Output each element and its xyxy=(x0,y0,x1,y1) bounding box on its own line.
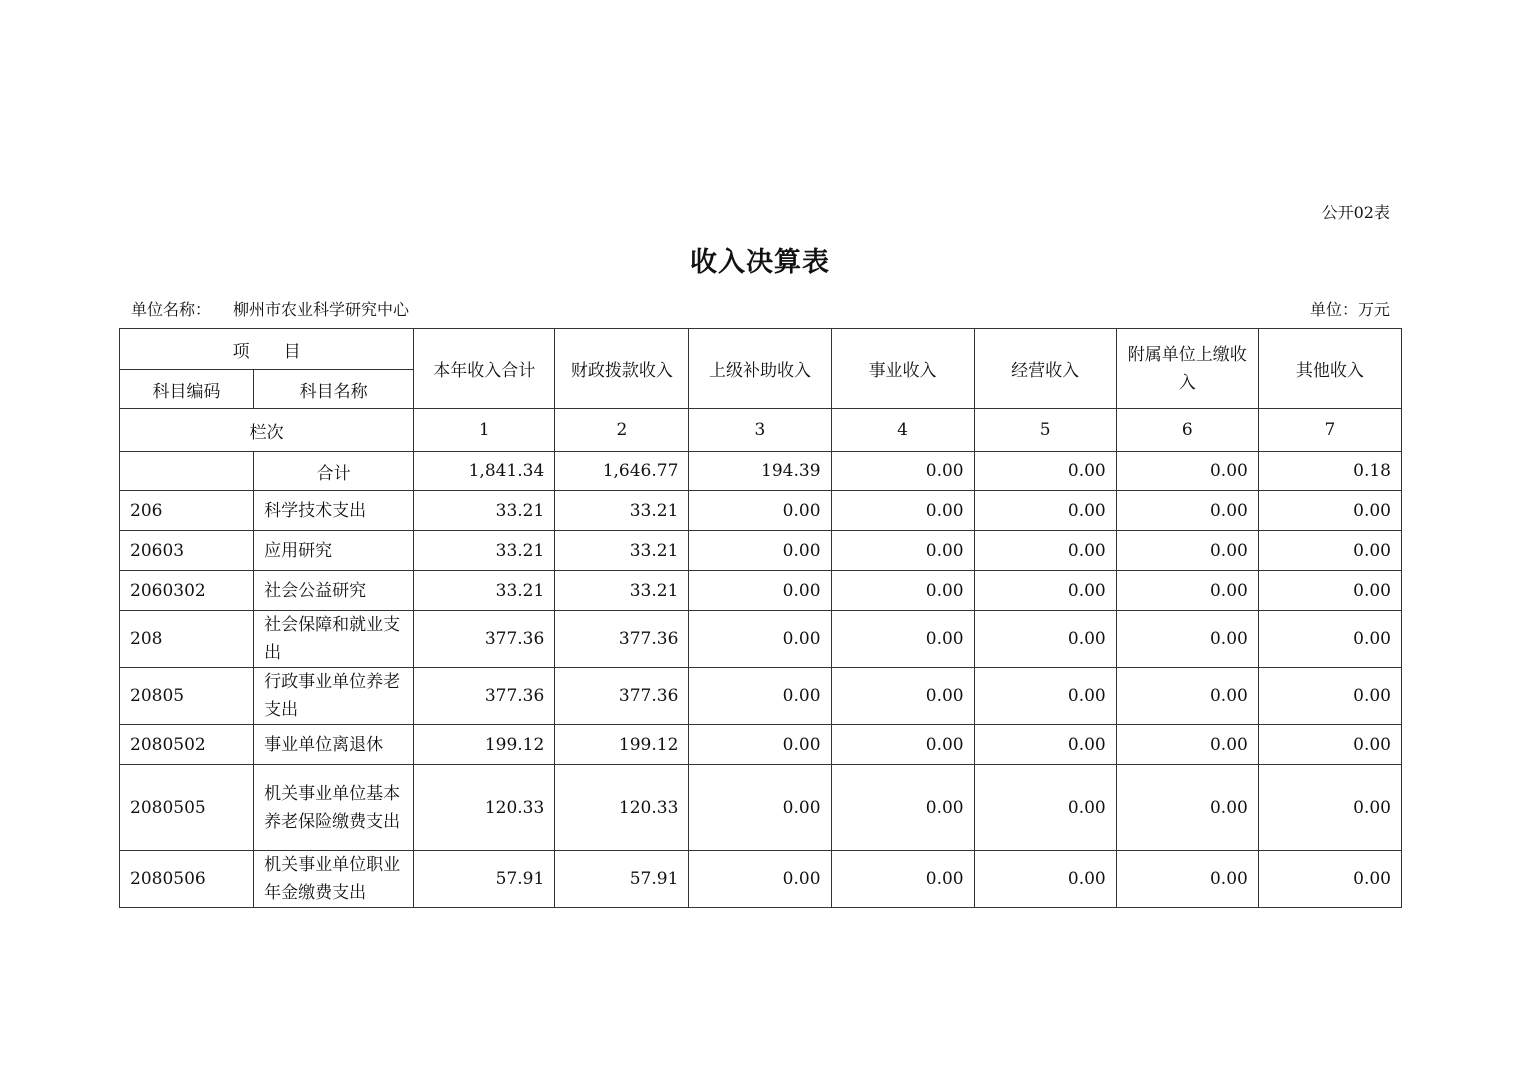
subject-name: 事业单位离退休 xyxy=(254,725,414,765)
amount-cell: 0.00 xyxy=(689,491,831,531)
seq-label: 栏次 xyxy=(120,409,414,452)
amount-cell: 0.00 xyxy=(689,668,831,725)
subject-code: 20805 xyxy=(120,668,254,725)
page-title: 收入决算表 xyxy=(690,247,830,278)
subject-name: 社会公益研究 xyxy=(254,571,414,611)
amount-cell: 120.33 xyxy=(555,765,689,851)
amount-cell: 0.00 xyxy=(1116,668,1258,725)
total-value: 0.18 xyxy=(1258,452,1401,491)
table-row xyxy=(120,571,1402,611)
subject-name: 机关事业单位基本养老保险缴费支出 xyxy=(254,765,414,851)
amount-cell: 0.00 xyxy=(831,765,974,851)
total-value: 0.00 xyxy=(831,452,974,491)
seq-number: 2 xyxy=(555,409,689,452)
amount-cell: 0.00 xyxy=(831,491,974,531)
amount-cell: 0.00 xyxy=(974,668,1116,725)
col-header: 财政拨款收入 xyxy=(555,329,689,409)
col-header: 事业收入 xyxy=(831,329,974,409)
subject-name: 机关事业单位职业年金缴费支出 xyxy=(254,851,414,908)
seq-number: 5 xyxy=(974,409,1116,452)
amount-cell: 0.00 xyxy=(689,611,831,668)
amount-cell: 0.00 xyxy=(1116,571,1258,611)
amount-cell: 0.00 xyxy=(1116,531,1258,571)
code-header: 科目编码 xyxy=(120,370,254,409)
amount-cell: 0.00 xyxy=(1116,611,1258,668)
col-header: 上级补助收入 xyxy=(689,329,831,409)
subject-name: 应用研究 xyxy=(254,531,414,571)
amount-cell: 0.00 xyxy=(1258,531,1401,571)
total-code-cell xyxy=(120,452,254,491)
col-header: 经营收入 xyxy=(974,329,1116,409)
amount-cell: 33.21 xyxy=(414,571,555,611)
table-row xyxy=(120,851,1402,908)
total-value: 194.39 xyxy=(689,452,831,491)
subject-name: 行政事业单位养老支出 xyxy=(254,668,414,725)
total-label: 合计 xyxy=(254,452,414,491)
unit-name-label: 单位名称： xyxy=(131,300,212,319)
amount-cell: 0.00 xyxy=(689,851,831,908)
col-header: 附属单位上缴收入 xyxy=(1116,329,1258,409)
amount-cell: 377.36 xyxy=(555,611,689,668)
subject-code: 2080502 xyxy=(120,725,254,765)
amount-cell: 0.00 xyxy=(831,668,974,725)
table-row xyxy=(120,725,1402,765)
col-header: 其他收入 xyxy=(1258,329,1401,409)
amount-cell: 0.00 xyxy=(1258,571,1401,611)
total-value: 1,646.77 xyxy=(555,452,689,491)
amount-cell: 0.00 xyxy=(831,571,974,611)
amount-cell: 0.00 xyxy=(1116,851,1258,908)
amount-cell: 0.00 xyxy=(974,531,1116,571)
amount-cell: 0.00 xyxy=(1258,611,1401,668)
amount-cell: 0.00 xyxy=(974,725,1116,765)
amount-cell: 0.00 xyxy=(1258,765,1401,851)
table-row xyxy=(120,531,1402,571)
amount-cell: 57.91 xyxy=(414,851,555,908)
amount-cell: 0.00 xyxy=(974,611,1116,668)
amount-cell: 0.00 xyxy=(1116,491,1258,531)
amount-cell: 377.36 xyxy=(555,668,689,725)
amount-cell: 0.00 xyxy=(689,765,831,851)
amount-cell: 33.21 xyxy=(555,491,689,531)
table-row xyxy=(120,668,1402,725)
subject-code: 2060302 xyxy=(120,571,254,611)
amount-cell: 377.36 xyxy=(414,611,555,668)
amount-cell: 0.00 xyxy=(689,531,831,571)
amount-cell: 0.00 xyxy=(974,571,1116,611)
amount-cell: 0.00 xyxy=(831,611,974,668)
subject-code: 208 xyxy=(120,611,254,668)
income-statement-table xyxy=(119,328,1402,908)
subject-name: 社会保障和就业支出 xyxy=(254,611,414,668)
amount-cell: 120.33 xyxy=(414,765,555,851)
amount-cell: 0.00 xyxy=(1258,491,1401,531)
total-value: 0.00 xyxy=(1116,452,1258,491)
amount-cell: 0.00 xyxy=(689,725,831,765)
table-row xyxy=(120,491,1402,531)
seq-number: 1 xyxy=(414,409,555,452)
amount-cell: 0.00 xyxy=(831,531,974,571)
total-row xyxy=(120,452,1402,491)
project-header: 项 目 xyxy=(120,329,414,370)
amount-cell: 33.21 xyxy=(414,531,555,571)
seq-number: 3 xyxy=(689,409,831,452)
name-header: 科目名称 xyxy=(254,370,414,409)
seq-number: 7 xyxy=(1258,409,1401,452)
amount-cell: 0.00 xyxy=(831,725,974,765)
total-value: 1,841.34 xyxy=(414,452,555,491)
subject-code: 206 xyxy=(120,491,254,531)
amount-cell: 0.00 xyxy=(1116,725,1258,765)
subject-code: 20603 xyxy=(120,531,254,571)
seq-number: 6 xyxy=(1116,409,1258,452)
form-code: 公开02表 xyxy=(1321,203,1390,222)
unit-name-value: 柳州市农业科学研究中心 xyxy=(233,300,410,319)
unit-name-line xyxy=(131,297,409,320)
amount-cell: 0.00 xyxy=(831,851,974,908)
amount-cell: 0.00 xyxy=(974,851,1116,908)
amount-cell: 0.00 xyxy=(974,491,1116,531)
seq-number: 4 xyxy=(831,409,974,452)
amount-cell: 57.91 xyxy=(555,851,689,908)
subject-code: 2080506 xyxy=(120,851,254,908)
amount-cell: 0.00 xyxy=(689,571,831,611)
subject-name: 科学技术支出 xyxy=(254,491,414,531)
amount-cell: 0.00 xyxy=(1258,668,1401,725)
amount-cell: 0.00 xyxy=(1258,851,1401,908)
table-row xyxy=(120,611,1402,668)
amount-cell: 33.21 xyxy=(414,491,555,531)
amount-cell: 33.21 xyxy=(555,531,689,571)
amount-cell: 0.00 xyxy=(1116,765,1258,851)
subject-code: 2080505 xyxy=(120,765,254,851)
amount-cell: 0.00 xyxy=(974,765,1116,851)
total-value: 0.00 xyxy=(974,452,1116,491)
table-row xyxy=(120,765,1402,851)
col-header: 本年收入合计 xyxy=(414,329,555,409)
amount-cell: 199.12 xyxy=(555,725,689,765)
amount-cell: 0.00 xyxy=(1258,725,1401,765)
currency-unit: 单位：万元 xyxy=(1309,300,1390,319)
amount-cell: 33.21 xyxy=(555,571,689,611)
amount-cell: 377.36 xyxy=(414,668,555,725)
amount-cell: 199.12 xyxy=(414,725,555,765)
